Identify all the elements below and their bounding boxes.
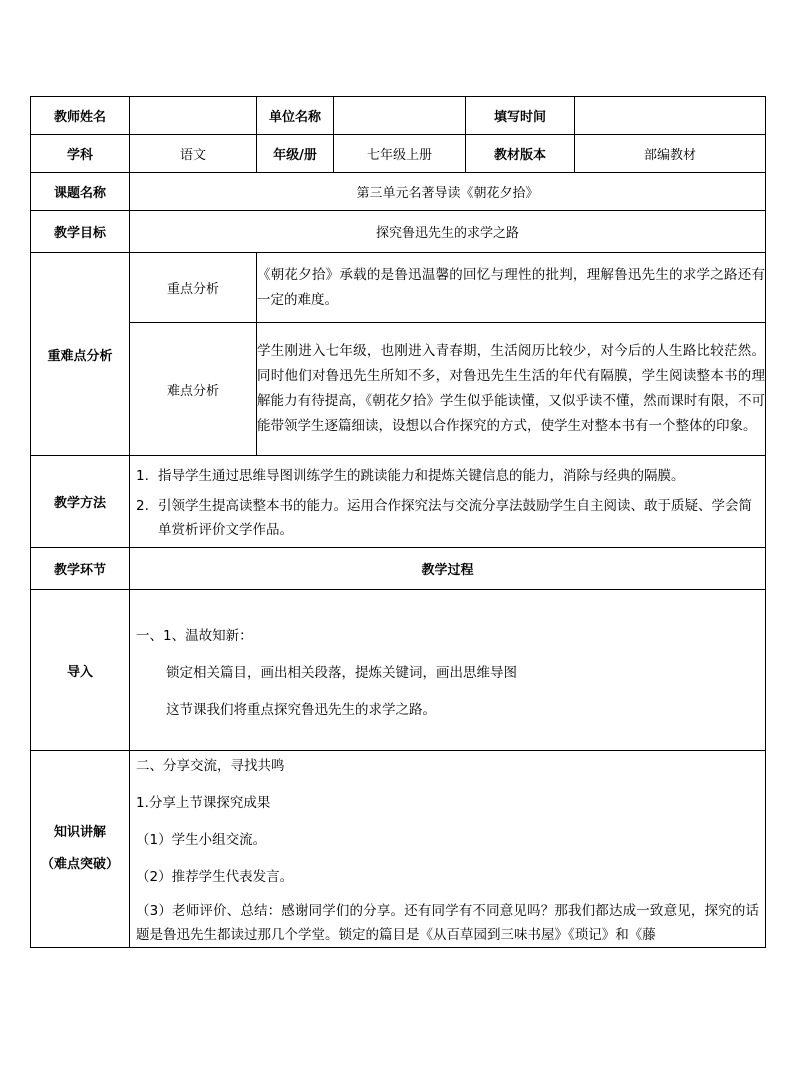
hard-point-label: 难点分析 bbox=[130, 323, 257, 456]
method-item bbox=[130, 490, 765, 544]
grade-label: 年级/册 bbox=[257, 135, 334, 173]
method-list bbox=[130, 456, 766, 548]
knowledge-line-2: 1.分享上节课探究成果 bbox=[136, 795, 271, 811]
intro-line-1: 一、1、温故知新： bbox=[136, 628, 253, 644]
stage-label: 教学环节 bbox=[31, 548, 130, 590]
hard-point-row bbox=[31, 323, 766, 456]
process-label: 教学过程 bbox=[130, 548, 766, 590]
knowledge-line-4: （2）推荐学生代表发言。 bbox=[136, 869, 294, 885]
teacher-info-row bbox=[31, 97, 766, 135]
textbook-label: 教材版本 bbox=[466, 135, 575, 173]
grade-value: 七年级上册 bbox=[334, 135, 466, 173]
topic-label: 课题名称 bbox=[31, 173, 130, 211]
method-label: 教学方法 bbox=[31, 456, 130, 548]
knowledge-sublabel: （难点突破） bbox=[40, 857, 119, 872]
method-item bbox=[130, 460, 765, 490]
intro-line-3: 这节课我们将重点探究鲁迅先生的求学之路。 bbox=[166, 702, 436, 718]
goal-value: 探究鲁迅先生的求学之路 bbox=[130, 211, 766, 253]
key-point-label: 重点分析 bbox=[130, 253, 257, 323]
intro-label: 导入 bbox=[31, 590, 130, 751]
textbook-value: 部编教材 bbox=[575, 135, 766, 173]
intro-line-2: 锁定相关篇目，画出相关段落，提炼关键词，画出思维导图 bbox=[166, 665, 517, 681]
knowledge-label-cell bbox=[31, 751, 130, 948]
goal-row bbox=[31, 211, 766, 253]
topic-row bbox=[31, 173, 766, 211]
knowledge-label: 知识讲解 bbox=[53, 825, 106, 840]
subject-value: 语文 bbox=[130, 135, 257, 173]
subject-row bbox=[31, 135, 766, 173]
difficulty-label: 重难点分析 bbox=[31, 253, 130, 456]
hard-point-text: 学生刚进入七年级，也刚进入青春期，生活阅历比较少，对今后的人生路比较茫然。同时他们对鲁迅先生所知不多，对鲁迅先生生活的年代有隔膜，学生阅读整本书的理解能力有待提高，《朝花夕拾》学生似乎能读懂，又似乎读不懂，然而课时有限，不可能带领学生逐篇细读，设想以合作探究的方式，使学生对整本书有一个整体的印象。 bbox=[257, 323, 766, 456]
unit-name-label: 单位名称 bbox=[257, 97, 334, 135]
fill-time-value bbox=[575, 97, 766, 135]
method-item-number: 1. bbox=[136, 467, 149, 484]
topic-value: 第三单元名著导读《朝花夕拾》 bbox=[130, 173, 766, 211]
intro-content bbox=[130, 590, 766, 751]
teacher-name-label: 教师姓名 bbox=[31, 97, 130, 135]
subject-label: 学科 bbox=[31, 135, 130, 173]
intro-row bbox=[31, 590, 766, 751]
method-row bbox=[31, 456, 766, 548]
process-header-row bbox=[31, 548, 766, 590]
key-point-row bbox=[31, 253, 766, 323]
knowledge-content bbox=[130, 751, 766, 948]
knowledge-row bbox=[31, 751, 766, 948]
method-item-number: 2. bbox=[136, 497, 149, 514]
knowledge-line-1: 二、分享交流，寻找共鸣 bbox=[136, 758, 285, 774]
knowledge-line-5: （3）老师评价、总结：感谢同学们的分享。还有同学有不同意见吗？那我们都达成一致意见，探究的话题是鲁迅先生都读过那几个学堂。锁定的篇目是《从百草园到三味书屋》《琐记》和《藤 bbox=[136, 903, 759, 943]
teacher-name-value bbox=[130, 97, 257, 135]
knowledge-line-3: （1）学生小组交流。 bbox=[136, 832, 267, 848]
goal-label: 教学目标 bbox=[31, 211, 130, 253]
fill-time-label: 填写时间 bbox=[466, 97, 575, 135]
key-point-text: 《朝花夕拾》承载的是鲁迅温馨的回忆与理性的批判，理解鲁迅先生的求学之路还有一定的难度。 bbox=[257, 253, 766, 323]
unit-name-value bbox=[334, 97, 466, 135]
method-item-text: 指导学生通过思维导图训练学生的跳读能力和提炼关键信息的能力，消除与经典的隔膜。 bbox=[158, 467, 685, 484]
lesson-plan-table bbox=[30, 96, 766, 948]
method-item-text: 引领学生提高读整本书的能力。运用合作探究法与交流分享法鼓励学生自主阅读、敢于质疑、学会简单赏析评价文学作品。 bbox=[158, 497, 752, 538]
